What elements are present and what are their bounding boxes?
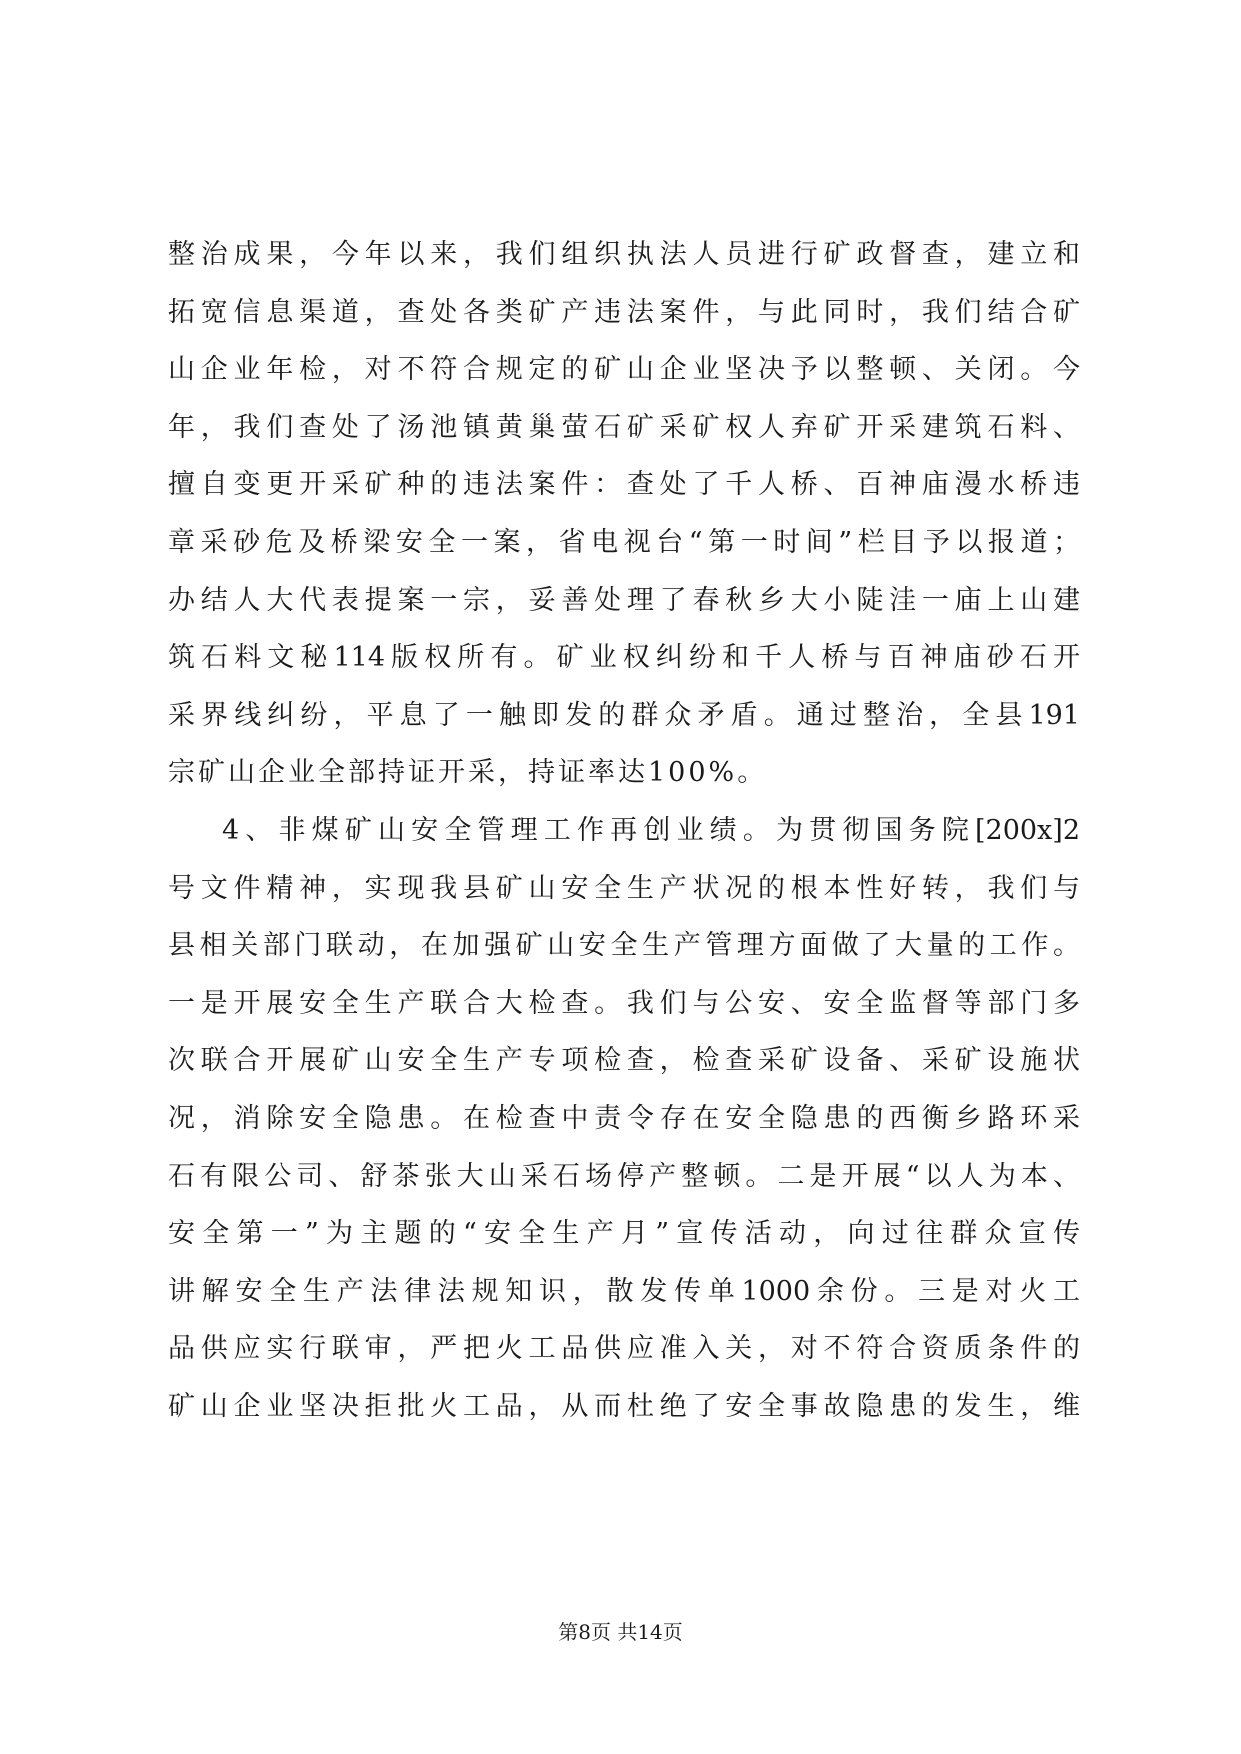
text-line: 办结人大代表提案一宗，妥善处理了春秋乡大小陡洼一庙上山建 [168,584,1080,616]
body-text [168,226,1080,1435]
text-line: 山企业年检，对不符合规定的矿山企业坚决予以整顿、关闭。今 [168,354,1080,386]
text-line: 筑石料文秘114版权所有。矿业权纠纷和千人桥与百神庙砂石开 [168,642,1080,674]
text-line: 讲解安全生产法律法规知识，散发传单1000余份。三是对火工 [168,1275,1080,1307]
text-line: 一是开展安全生产联合大检查。我们与公安、安全监督等部门多 [168,987,1080,1019]
text-line: 县相关部门联动，在加强矿山安全生产管理方面做了大量的工作。 [168,930,1080,962]
text-line: 采界线纠纷，平息了一触即发的群众矛盾。通过整治，全县191 [168,699,1080,731]
text-line: 次联合开展矿山安全生产专项检查，检查采矿设备、采矿设施状 [168,1045,1080,1077]
text-line: 况，消除安全隐患。在检查中责令存在安全隐患的西衡乡路环采 [168,1102,1080,1134]
text-line: 章采砂危及桥梁安全一案，省电视台“第一时间”栏目予以报道； [168,526,1080,558]
text-line: 整治成果，今年以来，我们组织执法人员进行矿政督查，建立和 [168,239,1080,270]
text-line: 年，我们查处了汤池镇黄巢萤石矿采矿权人弃矿开采建筑石料、 [168,411,1080,443]
text-line: 4、非煤矿山安全管理工作再创业绩。为贯彻国务院[200x]2 [222,814,1080,846]
page-number: 第8页 共14页 [558,1620,683,1644]
text-line: 矿山企业坚决拒批火工品，从而杜绝了安全事故隐患的发生，维 [168,1390,1080,1422]
text-line: 品供应实行联审，严把火工品供应准入关，对不符合资质条件的 [168,1333,1080,1365]
text-line: 擅自变更开采矿种的违法案件：查处了千人桥、百神庙漫水桥违 [168,469,1080,501]
text-line: 宗矿山企业全部持证开采，持证率达100%。 [168,757,768,789]
text-line: 安全第一”为主题的“安全生产月”宣传活动，向过往群众宣传 [168,1218,1080,1250]
text-line: 拓宽信息渠道，查处各类矿产违法案件，与此同时，我们结合矿 [168,296,1080,328]
text-line: 石有限公司、舒茶张大山采石场停产整顿。二是开展“以人为本、 [168,1160,1080,1192]
text-line: 号文件精神，实现我县矿山安全生产状况的根本性好转，我们与 [168,872,1080,904]
